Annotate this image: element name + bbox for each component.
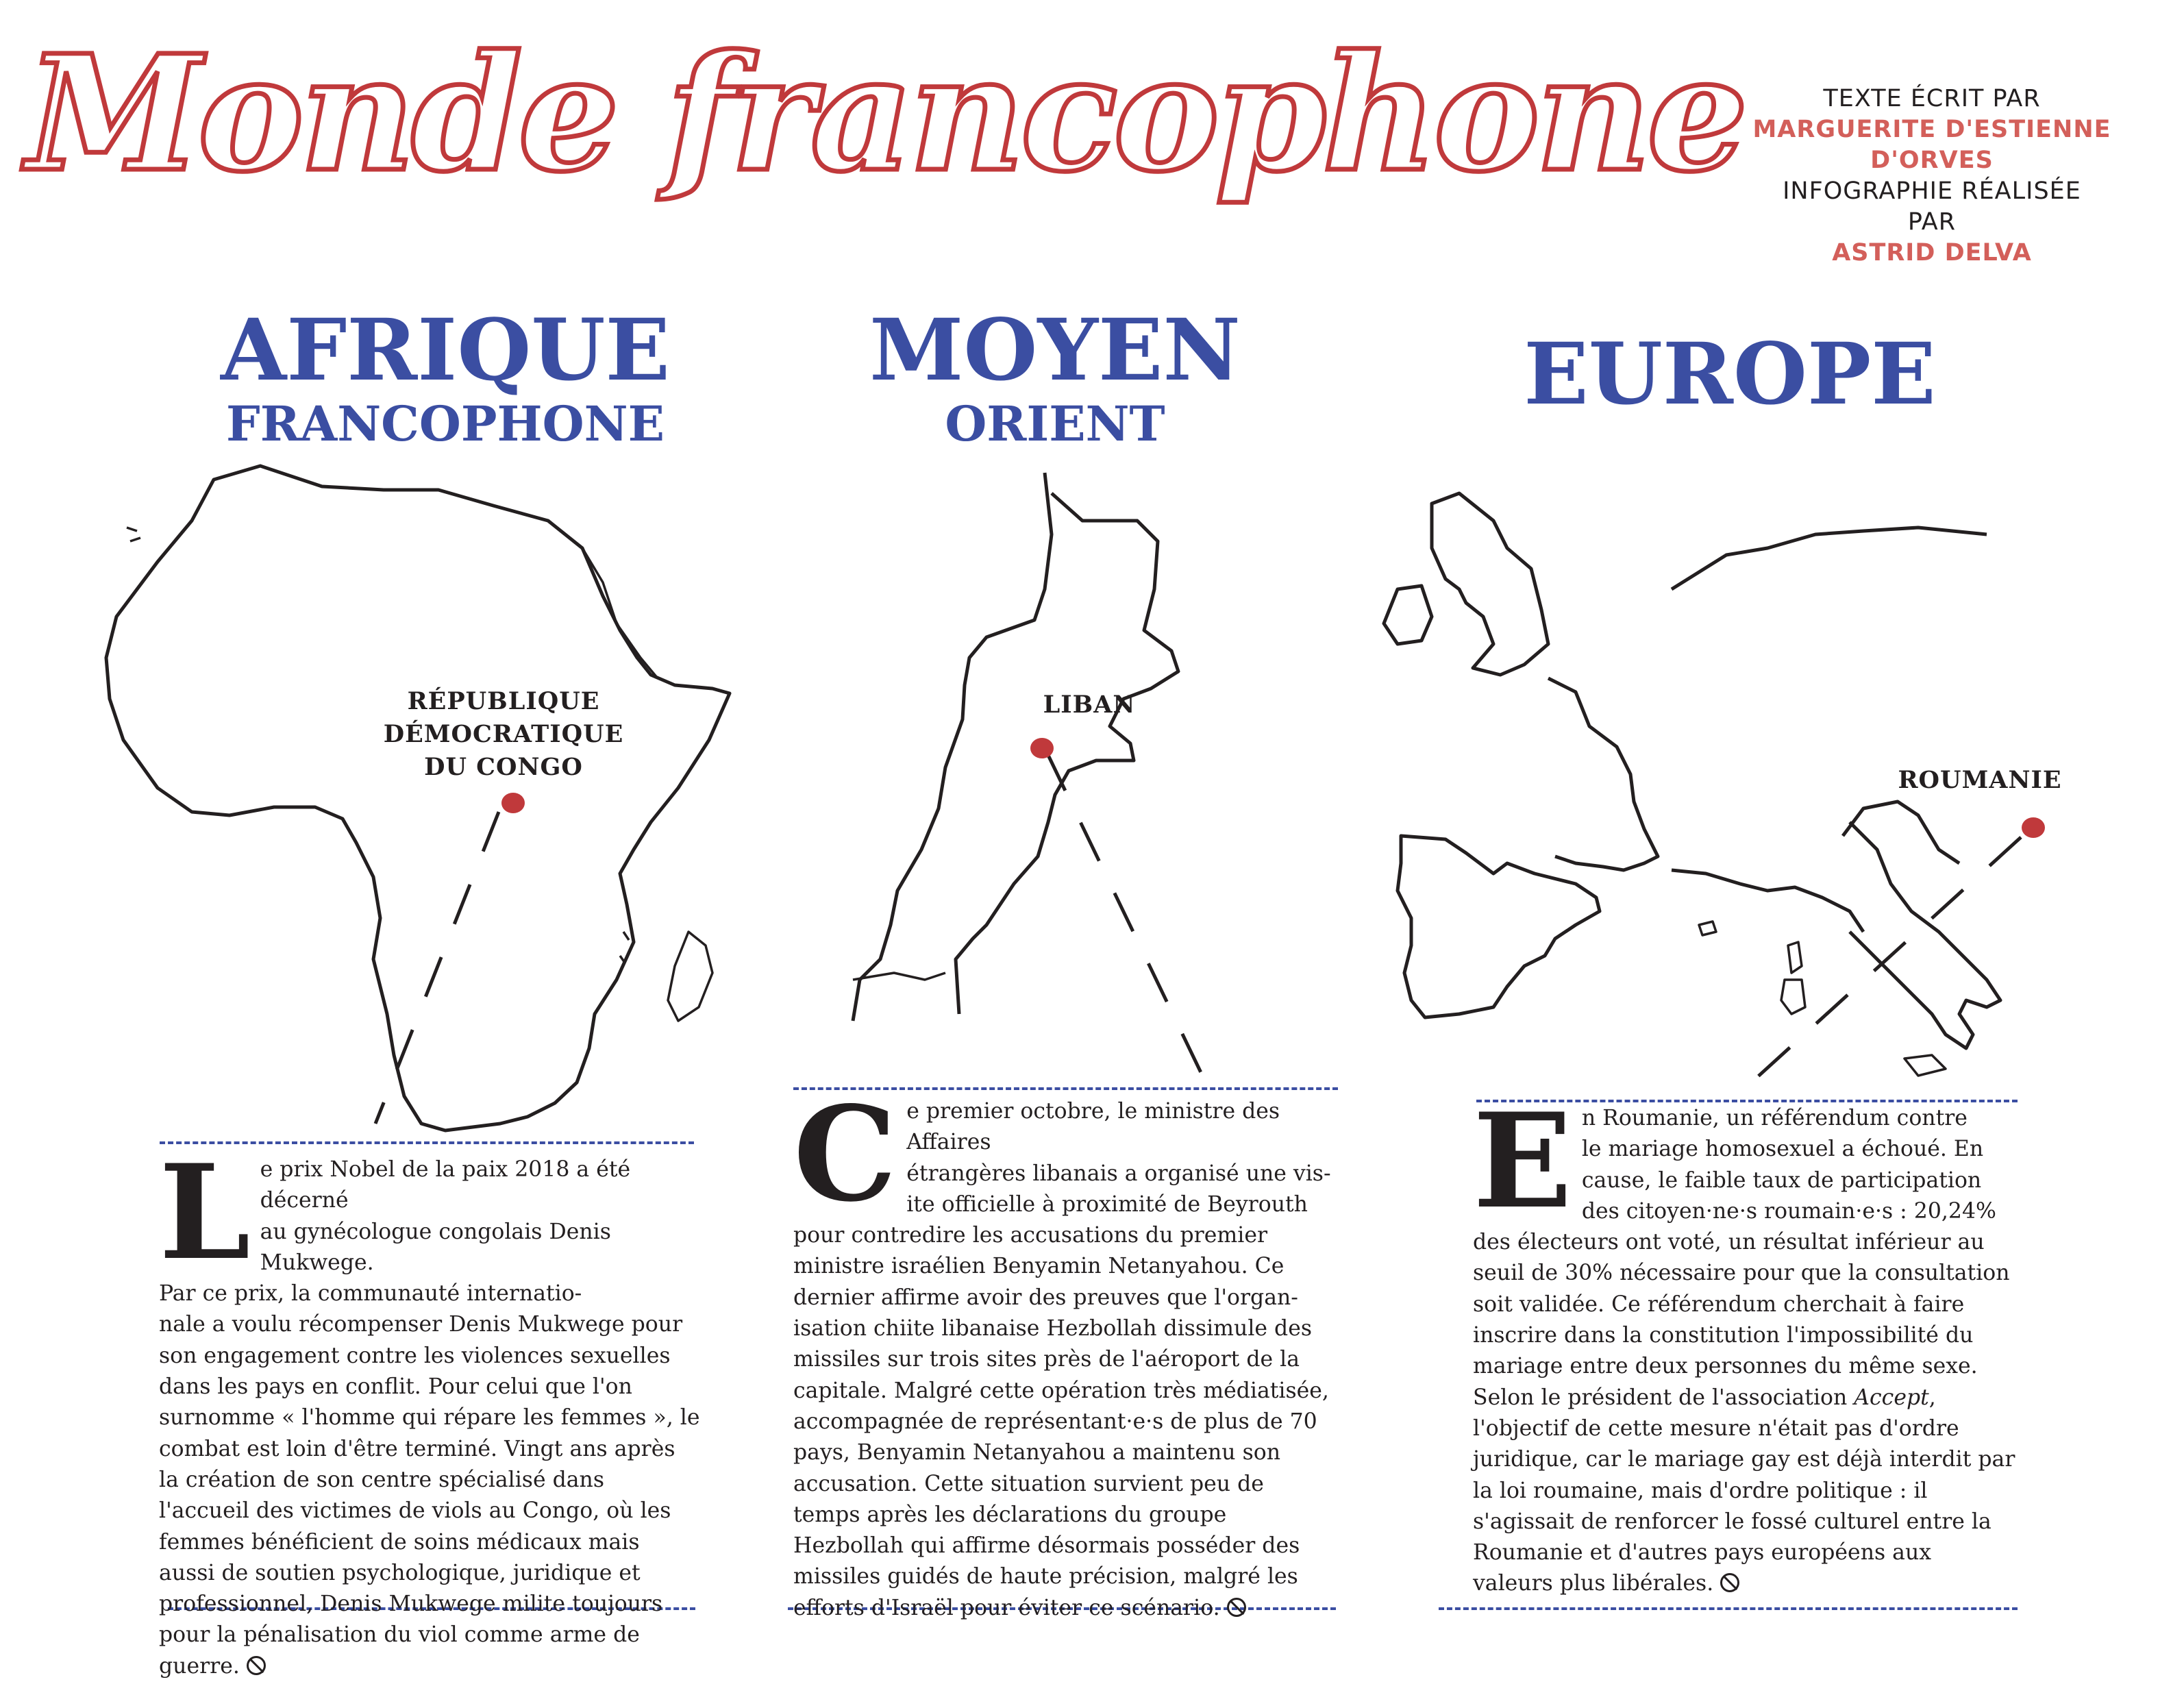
article-afrique-line3: Par ce prix, la communauté internatio- bbox=[159, 1281, 582, 1307]
map-label-roumanie bbox=[1863, 764, 2096, 797]
article-afrique-body: nale a voulu récompenser Denis Mukwege pour son engagement contre les violences sexuelles dans les pays en conflit. Pour celui que l'on surnomme « l'homme qui répare les femmes », le combat est loin d'être terminé. Vingt ans après la création de son centre spécialisé dans l'accueil des victimes de viols au Congo, où les femmes bénéficient de soins médicaux mais aussi de soutien psychologique, juridique et professionnel, Denis Mukwege milite toujours pour la pénalisation du viol comme arme de guerre. bbox=[159, 1312, 700, 1679]
article-afrique-line1: e prix Nobel de la paix 2018 a été décerné bbox=[260, 1157, 631, 1213]
article-europe-body-part2: , l'objectif de cette mesure n'était pas d'ordre juridique, car le mariage gay est déjà interdit par la loi roumaine, mais d'ordre politique : il s'agissait de renforcer le fossé culturel entre la Roumanie et d'autres pays européens aux valeurs plus libérales. bbox=[1473, 1385, 2015, 1596]
dropcap-europe: E bbox=[1473, 1085, 1572, 1237]
rule-bottom-europe bbox=[1439, 1607, 2018, 1610]
marker-congo bbox=[501, 793, 525, 813]
credit-author-line1: MARGUERITE D'ESTIENNE bbox=[1752, 116, 2111, 143]
credit-text-label: TEXTE ÉCRIT PAR bbox=[1823, 85, 2041, 112]
article-europe-line1: n Roumanie, un référendum contre bbox=[1581, 1106, 1968, 1130]
article-europe-italic: Accept bbox=[1854, 1385, 1929, 1410]
article-europe-body-part1: des citoyen·ne·s roumain·e·s : 20,24% des électeurs ont voté, un résultat inférieur au seuil de 30% nécessaire pour que la consultation soit validée. Ce référendum cherchait à faire inscrire dans la constitution l'impossibilité du mariage entre deux personnes du même sexe. Selon le président de l'association bbox=[1473, 1198, 2010, 1410]
end-icon bbox=[1720, 1573, 1739, 1592]
article-moyen-orient-line1: e premier octobre, le ministre des Affaires bbox=[906, 1099, 1280, 1155]
leader-line-congo bbox=[375, 812, 499, 1124]
map-label-congo-line2: DÉMOCRATIQUE bbox=[383, 720, 624, 748]
map-label-congo-line1: RÉPUBLIQUE bbox=[407, 687, 600, 715]
dropcap-afrique: L bbox=[159, 1136, 251, 1289]
africa-map bbox=[106, 466, 730, 1130]
heading-europe-big: EUROPE bbox=[1524, 325, 1936, 424]
heading-moyen-orient-big: MOYEN bbox=[869, 301, 1241, 400]
article-moyen-orient-body: pour contredire les accusations du premier ministre israélien Benyamin Netanyahou. Ce dernier affirme avoir des preuves que l'organisation chiite libanaise Hezbollah dissimule des missiles sur trois sites près de l'aéroport de la capitale. Malgré cette opération très médiatisée, accompagnée de représentant·e·s de plus de 70 pays, Benyamin Netanyahou a maintenu son accusation. Cette situation survient peu de temps après les déclarations du groupe Hezbollah qui affirme désormais posséder des missiles guidés de haute précision, malgré les efforts d'Israël pour éviter ce scénario. bbox=[793, 1223, 1329, 1620]
end-icon bbox=[1227, 1598, 1246, 1617]
leader-line-liban bbox=[1047, 752, 1206, 1083]
marker-liban bbox=[1030, 738, 1054, 758]
map-label-roumanie-line1: ROUMANIE bbox=[1898, 766, 2062, 794]
map-label-liban bbox=[993, 689, 1185, 721]
article-afrique-line2: au gynécologue congolais Denis Mukwege. bbox=[260, 1219, 611, 1275]
dropcap-moyen-orient: C bbox=[793, 1078, 897, 1230]
marker-roumanie bbox=[2022, 817, 2045, 838]
credit-infographic-label: INFOGRAPHIE RÉALISÉE bbox=[1783, 177, 2081, 205]
heading-moyen-orient-small: ORIENT bbox=[945, 395, 1165, 452]
article-moyen-orient-line3: ite officielle à proximité de Beyrouth bbox=[906, 1191, 1308, 1217]
credit-designer: ASTRID DELVA bbox=[1832, 239, 2032, 267]
article-europe-line2: le mariage homosexuel a échoué. En bbox=[1581, 1137, 1984, 1162]
article-afrique bbox=[159, 1136, 700, 1682]
leader-line-roumanie bbox=[1740, 837, 2021, 1093]
page-title: Monde francophone bbox=[26, 20, 1744, 207]
article-moyen-orient-line2: étrangères libanais a organisé une vis- bbox=[906, 1161, 1331, 1186]
end-icon bbox=[247, 1656, 266, 1675]
credit-author-line2: D'ORVES bbox=[1870, 147, 1994, 174]
map-label-congo bbox=[367, 685, 641, 784]
heading-afrique-big: AFRIQUE bbox=[221, 301, 670, 400]
article-moyen-orient bbox=[793, 1078, 1335, 1624]
map-label-liban-line1: LIBAN bbox=[1043, 691, 1136, 719]
article-europe bbox=[1473, 1085, 2018, 1600]
lebanon-map bbox=[853, 473, 1178, 1021]
map-label-congo-line3: DU CONGO bbox=[424, 753, 583, 781]
credit-par-label: PAR bbox=[1907, 208, 1957, 236]
heading-afrique-small: FRANCOPHONE bbox=[226, 395, 665, 452]
article-europe-line3: cause, le faible taux de participation bbox=[1581, 1167, 1982, 1193]
